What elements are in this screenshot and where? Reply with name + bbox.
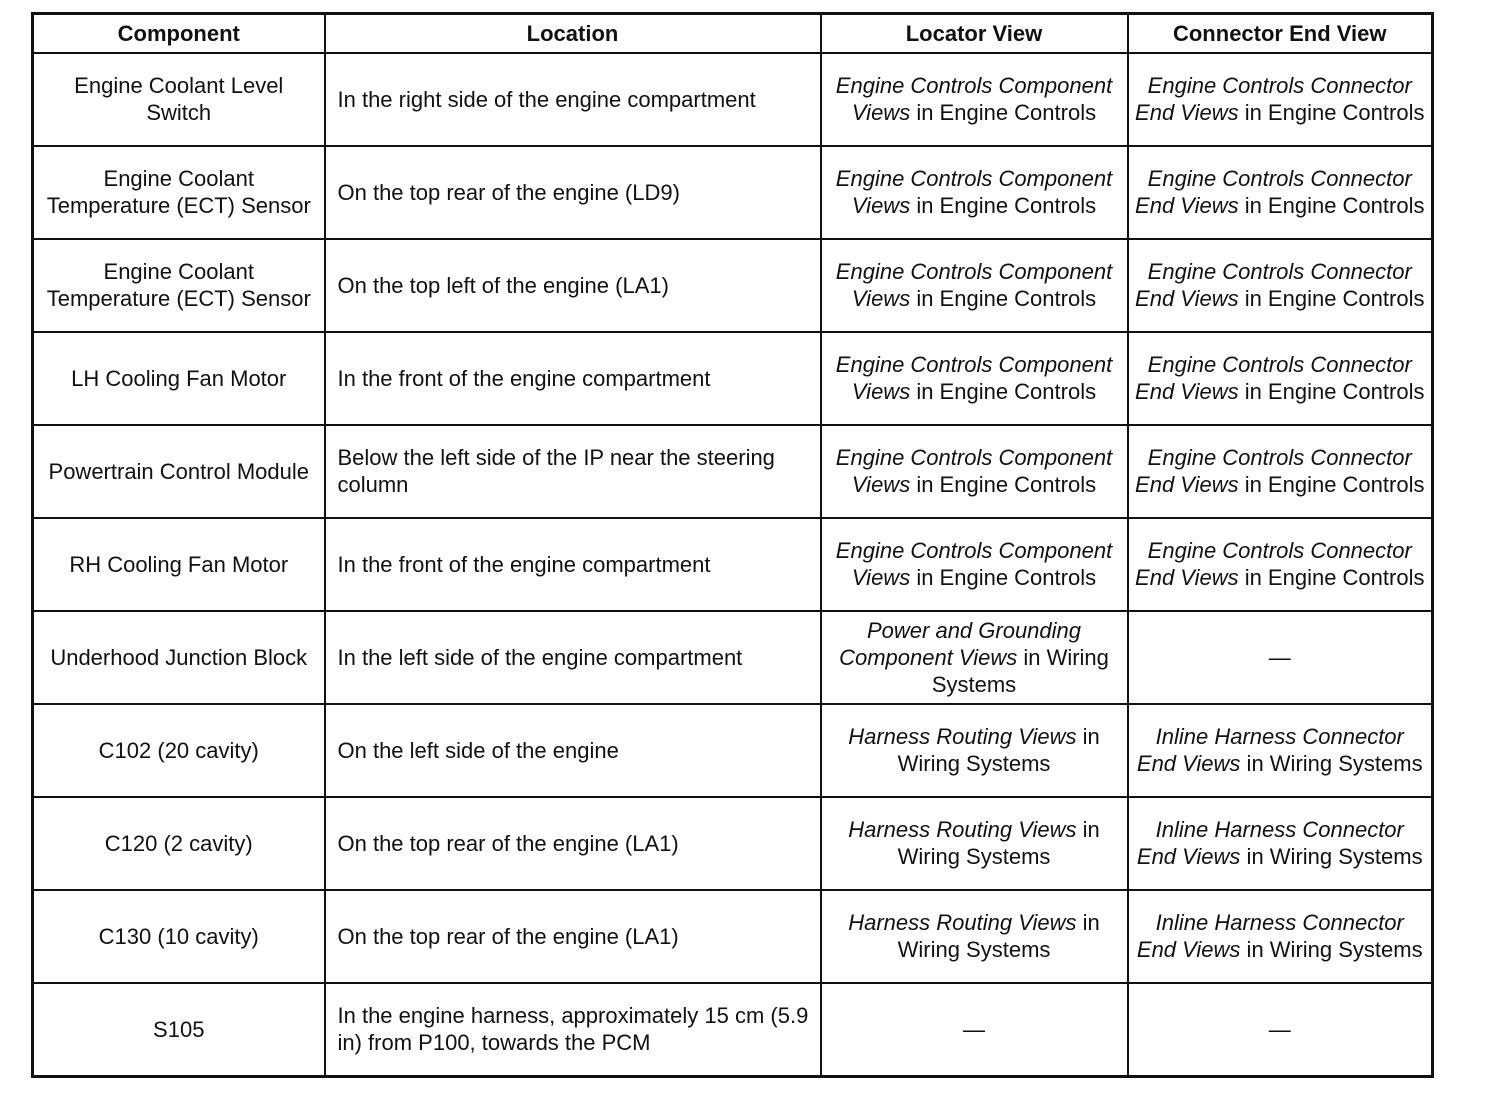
connector-view-title: Inline Harness Connector End Views (1136, 817, 1404, 870)
locator-view-suffix: in Wiring Systems (897, 910, 1100, 963)
locator-view-suffix: in Engine Controls (910, 565, 1097, 591)
connector-view-title: Engine Controls Connector End Views (1135, 445, 1412, 498)
locator-view-title: Harness Routing Views (848, 817, 1077, 843)
connector-view-title: Engine Controls Connector End Views (1135, 73, 1412, 126)
component-cell: LH Cooling Fan Motor (33, 332, 325, 425)
table-row (33, 983, 1433, 1077)
header-row (33, 14, 1433, 54)
location-cell: In the right side of the engine compartment (325, 53, 821, 146)
table-row (33, 704, 1433, 797)
locator-view-title: Engine Controls Component Views (835, 352, 1113, 405)
connector-view-suffix: in Engine Controls (1238, 286, 1425, 312)
locator-view-cell (821, 332, 1128, 425)
locator-view-title: Engine Controls Component Views (835, 538, 1113, 591)
component-cell: S105 (33, 983, 325, 1077)
locator-view-title: Engine Controls Component Views (835, 445, 1113, 498)
table-row (33, 332, 1433, 425)
locator-view-suffix: in Wiring Systems (897, 817, 1100, 870)
location-cell: In the engine harness, approximately 15 cm (5.9 in) from P100, towards the PCM (325, 983, 821, 1077)
header-connector-end-view: Connector End View (1128, 14, 1433, 54)
component-cell: C102 (20 cavity) (33, 704, 325, 797)
locator-view-cell (821, 983, 1128, 1077)
connector-view-title: Engine Controls Connector End Views (1135, 538, 1412, 591)
location-cell: In the front of the engine compartment (325, 332, 821, 425)
locator-view-title: Engine Controls Component Views (835, 73, 1113, 126)
header-component: Component (33, 14, 325, 54)
connector-view-cell (1128, 53, 1433, 146)
table-row (33, 518, 1433, 611)
locator-view-cell (821, 611, 1128, 704)
locator-view-cell (821, 890, 1128, 983)
locator-view-suffix: in Wiring Systems (897, 724, 1100, 777)
connector-view-suffix: — (1268, 644, 1291, 670)
locator-view-cell (821, 704, 1128, 797)
connector-view-cell (1128, 983, 1433, 1077)
locator-view-cell (821, 797, 1128, 890)
table-row (33, 890, 1433, 983)
locator-view-suffix: — (963, 1016, 985, 1042)
locator-view-title: Harness Routing Views (848, 910, 1077, 936)
connector-view-title: Engine Controls Connector End Views (1135, 352, 1412, 405)
locator-view-cell (821, 146, 1128, 239)
header-location: Location (325, 14, 821, 54)
table-row (33, 611, 1433, 704)
component-cell: Engine Coolant Temperature (ECT) Sensor (33, 239, 325, 332)
locator-view-title: Harness Routing Views (848, 724, 1077, 750)
locator-view-cell (821, 53, 1128, 146)
locator-view-cell (821, 425, 1128, 518)
connector-view-suffix: in Wiring Systems (1240, 937, 1423, 963)
location-cell: On the top rear of the engine (LA1) (325, 797, 821, 890)
connector-view-cell (1128, 425, 1433, 518)
connector-view-suffix: in Engine Controls (1238, 193, 1425, 219)
connector-view-title: Inline Harness Connector End Views (1136, 724, 1404, 777)
header-locator-view: Locator View (821, 14, 1128, 54)
table-row (33, 425, 1433, 518)
locator-view-suffix: in Engine Controls (910, 379, 1097, 405)
connector-view-title: Engine Controls Connector End Views (1135, 259, 1412, 312)
connector-view-suffix: in Engine Controls (1238, 379, 1425, 405)
locator-view-title: Engine Controls Component Views (835, 166, 1113, 219)
connector-view-suffix: in Wiring Systems (1240, 844, 1423, 870)
table-row (33, 797, 1433, 890)
component-cell: Powertrain Control Module (33, 425, 325, 518)
locator-view-suffix: in Wiring Systems (931, 644, 1109, 697)
component-cell: C130 (10 cavity) (33, 890, 325, 983)
component-cell: RH Cooling Fan Motor (33, 518, 325, 611)
locator-view-title: Power and Grounding Component Views (839, 617, 1082, 670)
connector-view-suffix: in Engine Controls (1238, 472, 1425, 498)
component-cell: C120 (2 cavity) (33, 797, 325, 890)
component-locator-table (31, 12, 1434, 1078)
location-cell: On the left side of the engine (325, 704, 821, 797)
table-row (33, 146, 1433, 239)
connector-view-cell (1128, 239, 1433, 332)
locator-view-suffix: in Engine Controls (910, 286, 1097, 312)
connector-view-suffix: — (1268, 1016, 1291, 1042)
component-cell: Underhood Junction Block (33, 611, 325, 704)
location-cell: In the front of the engine compartment (325, 518, 821, 611)
connector-view-cell (1128, 332, 1433, 425)
location-cell: In the left side of the engine compartment (325, 611, 821, 704)
connector-view-suffix: in Wiring Systems (1240, 751, 1423, 777)
connector-view-cell (1128, 146, 1433, 239)
component-cell: Engine Coolant Level Switch (33, 53, 325, 146)
component-cell: Engine Coolant Temperature (ECT) Sensor (33, 146, 325, 239)
connector-view-cell (1128, 797, 1433, 890)
location-cell: On the top rear of the engine (LA1) (325, 890, 821, 983)
locator-view-title: Engine Controls Component Views (835, 259, 1113, 312)
location-cell: Below the left side of the IP near the steering column (325, 425, 821, 518)
connector-view-title: Inline Harness Connector End Views (1136, 910, 1404, 963)
connector-view-cell (1128, 890, 1433, 983)
locator-view-suffix: in Engine Controls (910, 193, 1097, 219)
locator-view-cell (821, 518, 1128, 611)
locator-view-suffix: in Engine Controls (910, 472, 1097, 498)
connector-view-cell (1128, 704, 1433, 797)
connector-view-cell (1128, 611, 1433, 704)
location-cell: On the top left of the engine (LA1) (325, 239, 821, 332)
connector-view-title: Engine Controls Connector End Views (1135, 166, 1412, 219)
locator-view-cell (821, 239, 1128, 332)
table-row (33, 53, 1433, 146)
connector-view-cell (1128, 518, 1433, 611)
locator-view-suffix: in Engine Controls (910, 100, 1097, 126)
connector-view-suffix: in Engine Controls (1238, 565, 1425, 591)
table-row (33, 239, 1433, 332)
location-cell: On the top rear of the engine (LD9) (325, 146, 821, 239)
table-body (33, 53, 1433, 1077)
connector-view-suffix: in Engine Controls (1238, 100, 1425, 126)
